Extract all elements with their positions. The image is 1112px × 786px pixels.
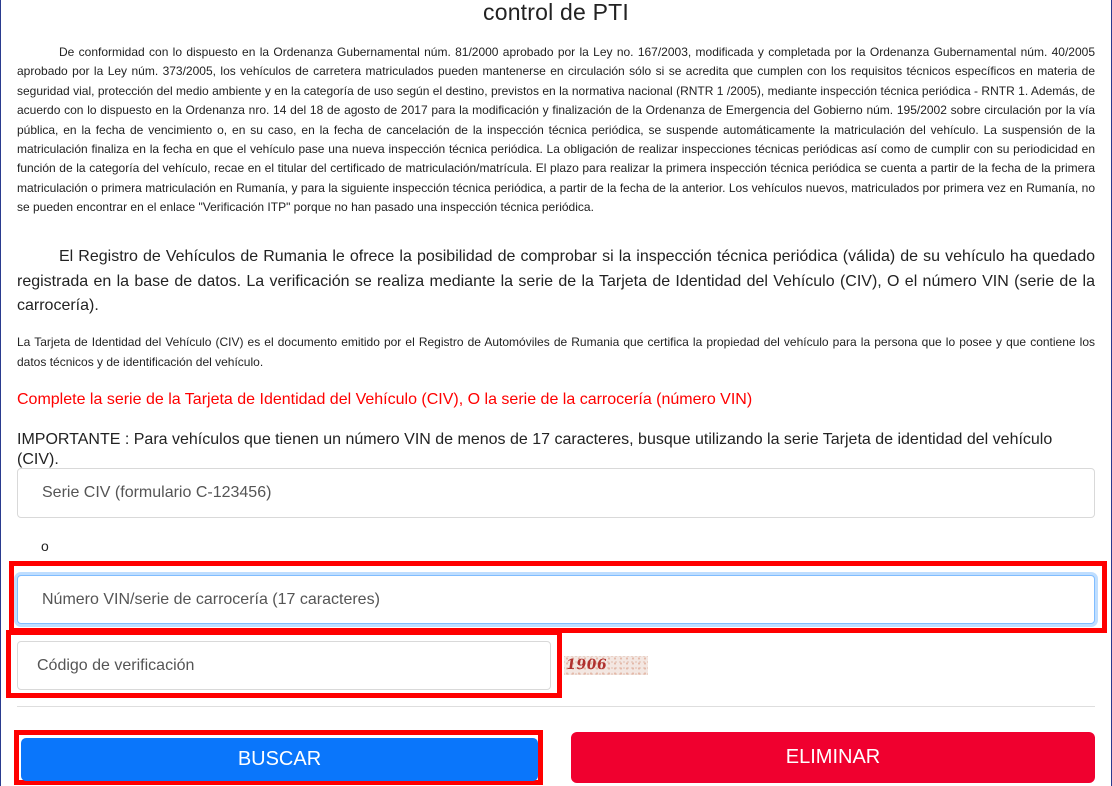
search-button[interactable]: BUSCAR bbox=[21, 738, 538, 781]
captcha-text: 1906 bbox=[564, 657, 609, 673]
civ-series-input[interactable] bbox=[17, 468, 1095, 518]
or-label: o bbox=[41, 538, 49, 554]
captcha-image bbox=[564, 656, 648, 675]
form-divider bbox=[17, 706, 1095, 707]
civ-definition: La Tarjeta de Identidad del Vehículo (CIV) es el documento emitido por el Registro de Automóviles de Rumania que certifica la propiedad del vehículo para la persona que lo posee y que contiene los datos técnicos y de identificación del vehículo. bbox=[17, 335, 1095, 369]
clear-button[interactable]: ELIMINAR bbox=[571, 732, 1095, 783]
important-note: IMPORTANTE : Para vehículos que tienen un número VIN de menos de 17 caracteres, busque utilizando la serie Tarjeta de identidad del vehículo (CIV). bbox=[17, 431, 1053, 468]
offer-paragraph: El Registro de Vehículos de Rumania le ofrece la posibilidad de comprobar si la inspección técnica periódica (válida) de su vehículo ha quedado registrada en la base de datos. La verificación se realiza mediante la serie de la Tarjeta de Identidad del Vehículo (CIV), O el número VIN (serie de la carrocería). bbox=[17, 248, 1095, 314]
verification-code-input[interactable] bbox=[17, 641, 551, 690]
page-title: control de PTI bbox=[483, 0, 629, 25]
vin-input[interactable] bbox=[17, 575, 1095, 624]
instruction-text: Complete la serie de la Tarjeta de Identidad del Vehículo (CIV), O la serie de la carrocería (número VIN) bbox=[17, 391, 753, 408]
legal-paragraph: De conformidad con lo dispuesto en la Ordenanza Gubernamental núm. 81/2000 aprobado por la Ley no. 167/2003, modificada y completada por la Ordenanza Gubernamental núm. 40/2005 aprobado por la Ley núm. 373/2005, los vehículos de carretera matriculados pueden mantenerse en circulación sólo si se acredita que cumplen con los requisitos técnicos específicos en materia de seguridad vial, protección del medio ambiente y en la categoría de uso según el destino, previstos en la normativa nacional (RNTR 1 /2005), mediante inspección técnica periódica - RNTR 1. Además, de acuerdo con lo dispuesto en la Ordenanza nro. 14 del 18 de agosto de 2017 para la modificación y finalización de la Ordenanza de Emergencia del Gobierno núm. 195/2002 sobre circulación por la vía pública, en la fecha de vencimiento o, en su caso, en la fecha de cancelación de la inspección técnica periódica, se suspende automáticamente la matriculación del vehículo. La suspensión de la matriculación finaliza en la fecha en que el vehículo pase una nueva inspección técnica periódica. La obligación de realizar inspecciones técnicas periódicas así como de cumplir con su periodicidad en función de la categoría del vehículo, recae en el titular del certificado de matriculación/matrícula. El plazo para realizar la primera inspección técnica periódica se cuenta a partir de la fecha de la primera matriculación o primera matriculación en Rumanía, y para la siguiente inspección técnica periódica, a partir de la fecha de la anterior. Los vehículos nuevos, matriculados por primera vez en Rumanía, no se pueden encontrar en el enlace "Verificación ITP" porque no han pasado una inspección técnica periódica. bbox=[17, 45, 1095, 215]
